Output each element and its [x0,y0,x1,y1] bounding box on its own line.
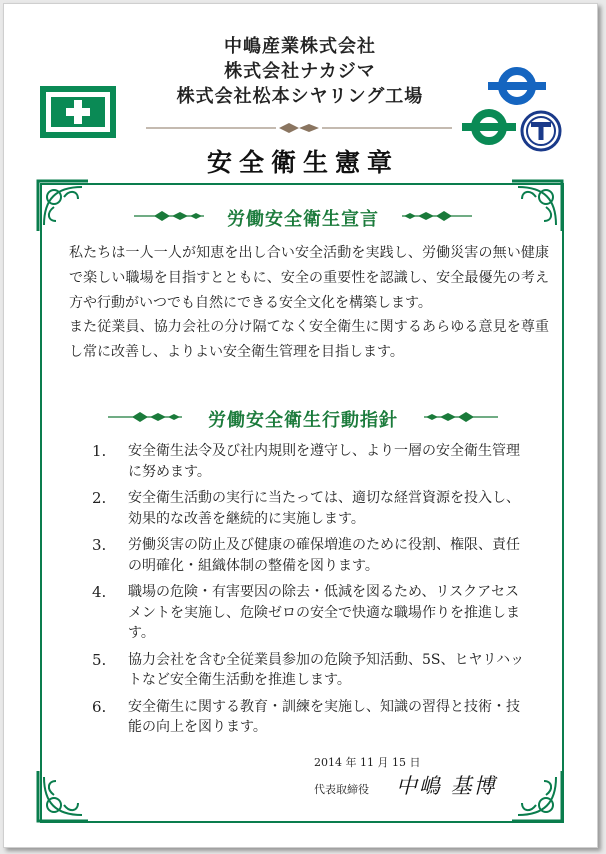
guideline-text: 労働災害の防止及び健康の確保増進のために役割、権限、責任の明確化・組織体制の整備を図ります。 [128,537,520,574]
guideline-item [82,582,532,644]
guideline-text: 協力会社を含む全従業員参加の危険予知活動、5S、ヒヤリハットなど安全衛生活動を推進します。 [128,651,525,688]
guideline-text: 安全衛生活動の実行に当たっては、適切な経営資源を投入し、効果的な改善を継続的に実施します。 [128,490,520,527]
declaration-title: 労働安全衛生宣言 [227,209,379,230]
company-names [140,34,460,109]
company-name-1: 中嶋産業株式会社 [224,36,376,57]
guideline-item [82,650,532,691]
guideline-number: 2. [92,489,107,507]
declaration-paragraph-2: また従業員、協力会社の分け隔てなく安全衛生に関するあらゆる意見を尊重し常に改善し、よりよい安全衛生管理を目指します。 [69,319,549,361]
green-cross-logo [40,86,116,138]
company-name-3: 株式会社松本シヤリング工場 [176,86,424,107]
issue-date: 2014 年 11 月 15 日 [314,756,421,769]
guideline-text: 安全衛生法令及び社内規則を遵守し、より一層の安全衛生管理に努めます。 [128,443,520,480]
company-name-2: 株式会社ナカジマ [224,61,376,82]
guideline-number: 6. [92,697,107,716]
blue-ring-logo [486,64,548,108]
corner-ornament-bottom-right [510,769,564,823]
charter-title: 安全衛生憲章 [206,148,399,177]
signer-title: 代表取締役 [314,783,369,796]
guideline-item [82,535,532,576]
guideline-item [82,441,532,482]
corner-ornament-bottom-left [36,769,90,823]
guidelines-title: 労働安全衛生行動指針 [208,410,398,431]
signature: 中嶋 基博 [396,774,497,798]
guidelines-list [82,441,532,744]
declaration-paragraph-1: 私たちは一人一人が知恵を出し合い安全活動を実践し、労働災害の無い健康で楽しい職場を目指すとともに、安全の重要性を認識し、安全最優先の考え方や行動がいつでも自然にできる安全文化を構築します。 [69,245,549,311]
guideline-text: 職場の危険・有害要因の除去・低減を図るため、リスクアセスメントを実施し、危険ゼロの安全で快適な職場作りを推進します。 [128,584,520,641]
declaration-body [69,241,549,365]
guideline-number: 1. [92,442,107,460]
guideline-number: 5. [92,650,107,669]
guideline-item [82,488,532,529]
green-ring-logo [460,106,518,148]
guideline-item [82,697,532,738]
guideline-number: 4. [92,583,107,601]
guideline-number: 3. [92,536,107,554]
guideline-text: 安全衛生に関する教育・訓練を実施し、知識の習得と技術・技能の向上を図ります。 [128,698,520,735]
title-divider [146,122,452,134]
